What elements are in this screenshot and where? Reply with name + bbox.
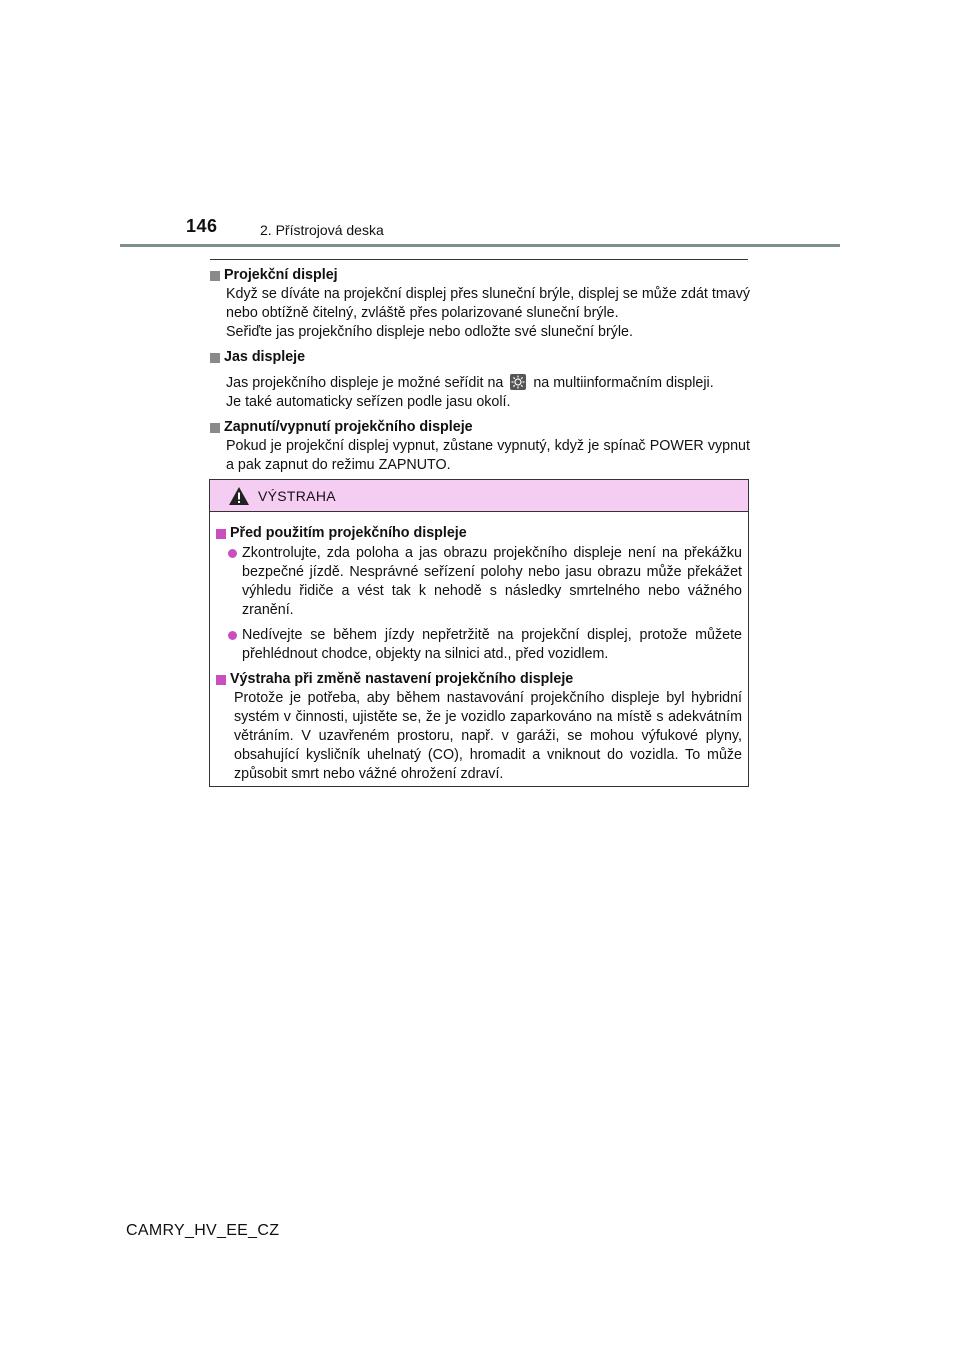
warning-box <box>209 479 749 787</box>
chapter-title: 2. Přístrojová deska <box>260 222 384 238</box>
section-projection-display <box>210 266 750 342</box>
square-bullet-icon <box>210 271 220 281</box>
warning-label: VÝSTRAHA <box>258 487 336 504</box>
page-number: 146 <box>186 216 218 236</box>
warning-triangle-icon <box>228 486 250 506</box>
text-after-icon: na multiinformačním displeji. <box>533 375 714 391</box>
square-bullet-icon <box>210 423 220 433</box>
section-title: Zapnutí/vypnutí projekčního displeje <box>224 419 473 435</box>
main-content <box>210 266 750 481</box>
square-bullet-icon <box>216 675 226 685</box>
document-code: CAMRY_HV_EE_CZ <box>126 1222 280 1239</box>
section-title: Jas displeje <box>224 349 306 365</box>
paragraph: Je také automaticky seřízen podle jasu okolí. <box>226 394 511 410</box>
warning-item-title: Výstraha při změně nastavení projekčního displeje <box>230 671 574 687</box>
warning-header <box>210 480 748 512</box>
bullet-text: Zkontrolujte, zda poloha a jas obrazu projekčního displeje není na překážku bezpečné jízdě. Nesprávné seřízení polohy nebo jasu obrazu může překážet výhledu řidiče a vést tak k nehodě s následky smrtelného nebo vážného zranění. <box>242 545 742 618</box>
brightness-icon <box>510 374 526 390</box>
list-item <box>216 626 742 664</box>
paragraph: Když se díváte na projekční displej přes sluneční brýle, displej se může zdát tmavý nebo obtížně čitelný, zvláště přes polarizované sluneční brýle. <box>226 286 750 321</box>
paragraph <box>226 374 750 393</box>
section-title: Projekční displej <box>224 267 338 283</box>
paragraph: Pokud je projekční displej vypnut, zůstane vypnutý, když je spínač POWER vypnut a pak zapnut do režimu ZAPNUTO. <box>226 438 750 473</box>
text-before-icon: Jas projekčního displeje je možné seřídit na <box>226 375 504 391</box>
round-bullet-icon <box>228 549 237 558</box>
bullet-text: Nedívejte se během jízdy nepřetržitě na projekční displej, protože můžete přehlédnout chodce, objekty na silnici atd., před vozidlem. <box>242 627 742 662</box>
square-bullet-icon <box>216 529 226 539</box>
section-rule <box>210 259 748 260</box>
warning-paragraph: Protože je potřeba, aby během nastavování projekčního displeje byl hybridní systém v činnosti, ujistěte se, že je vozidlo zaparkováno na místě s adekvátním větráním. V uzavřeném prostoru, např. v garáži, se mohou výfukové plyny, obsahující kysličník uhelnatý (CO), hromadit a vniknout do vozidla. To může způsobit smrt nebo vážné ohrožení zdraví. <box>234 690 742 782</box>
section-display-brightness <box>210 348 750 412</box>
list-item <box>216 544 742 620</box>
section-display-on-off <box>210 418 750 475</box>
warning-item-title: Před použitím projekčního displeje <box>230 525 467 541</box>
square-bullet-icon <box>210 353 220 363</box>
paragraph: Seřiďte jas projekčního displeje nebo odložte své sluneční brýle. <box>226 324 633 340</box>
header-rule <box>120 244 840 247</box>
round-bullet-icon <box>228 631 237 640</box>
